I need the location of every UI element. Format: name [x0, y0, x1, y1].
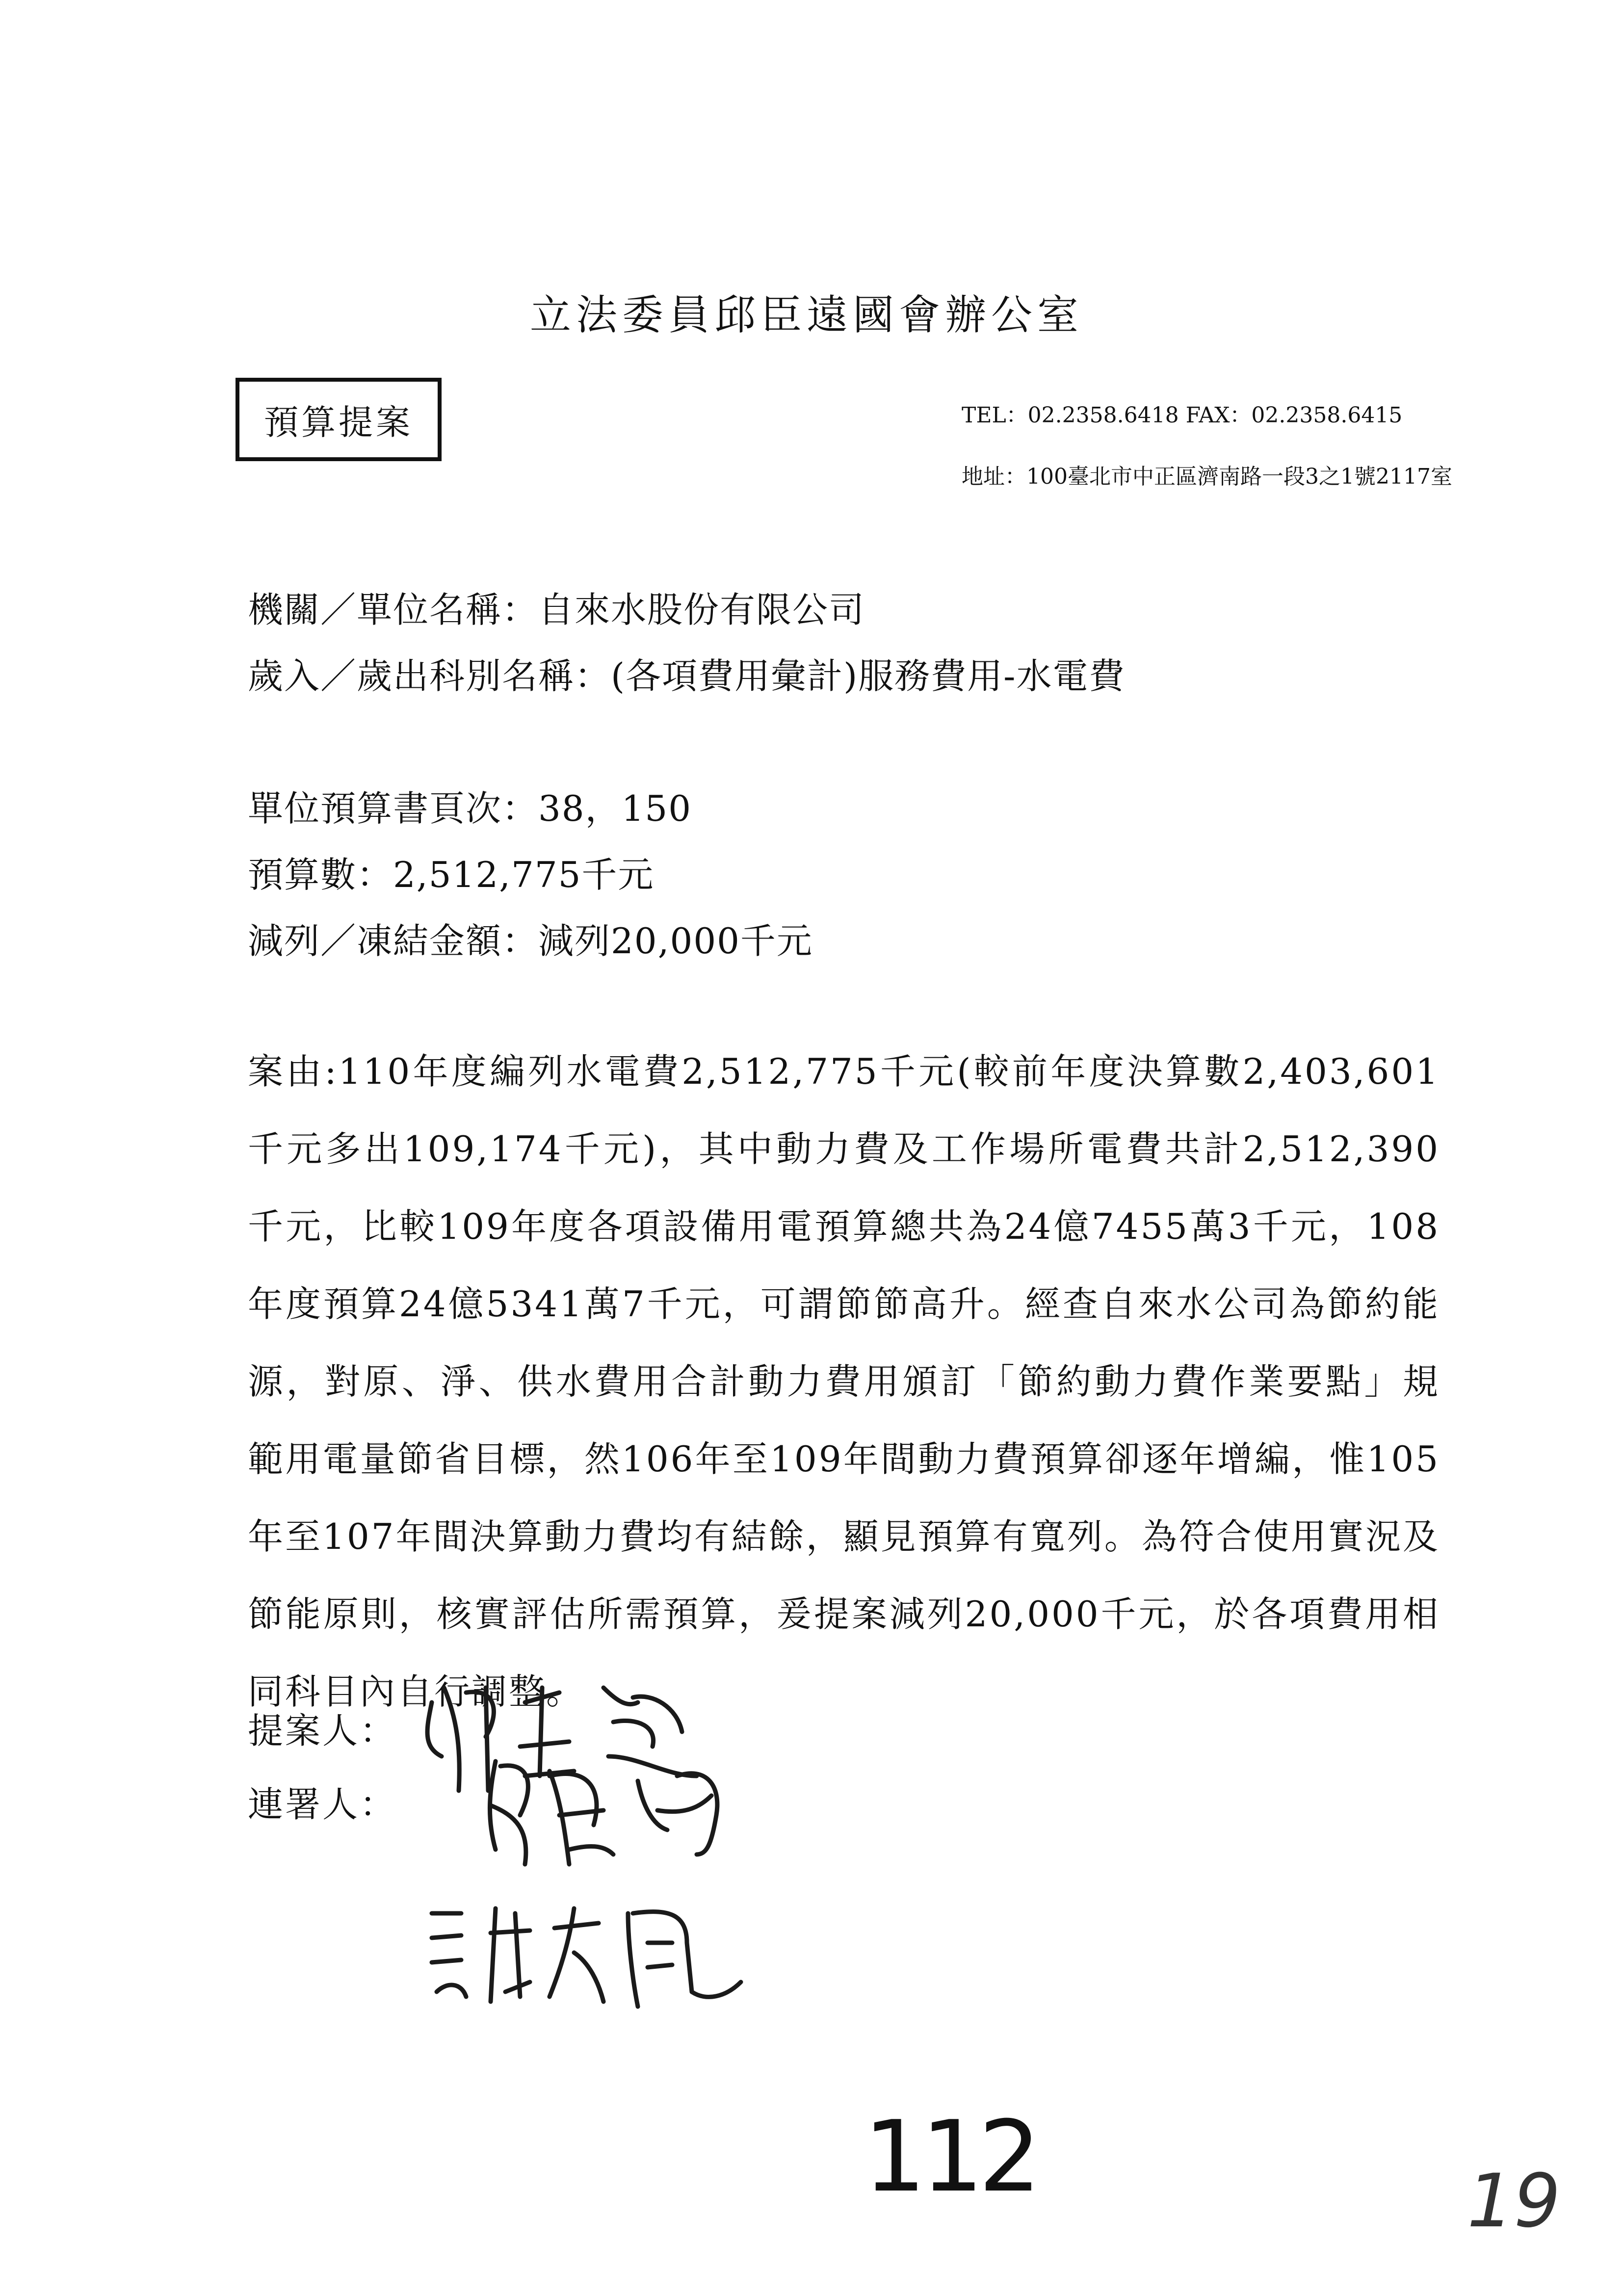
cosigner-signature-1	[490, 1761, 717, 1864]
page-number: 112	[864, 2100, 1036, 2214]
contact-info: TEL：02.2358.6418 FAX：02.2358.6415	[962, 403, 1403, 428]
budget-amount-field: 預算數：2,512,775千元	[248, 854, 655, 895]
sheet-number: 19	[1467, 2159, 1561, 2244]
cosigner-signature-2	[432, 1908, 741, 2007]
office-title: 立法委員邱臣遠國會辦公室	[530, 291, 1084, 339]
proposal-type-label: 預算提案	[264, 402, 413, 443]
office-address: 地址：100臺北市中正區濟南路一段3之1號2117室	[962, 464, 1452, 489]
proposal-reason: 案由:110年度編列水電費2,512,775千元(較前年度決算數2,403,601千元多出109,174千元)，其中動力費及工作場所電費共計2,512,390千元，比較109年度各項設備用電預算總共為24億7455萬3千元，108年度預算24億5341萬7千元，可謂節節高升。經查自來水公司為節約能源，對原、淨、供水費用合計動力費用頒訂「節約動力費作業要點」規範用電量節省目標，然106年至109年間動力費預算卻逐年增編，惟105年至107年間決算動力費均有結餘，顯見預算有寬列。為符合使用實況及節能原則，核實評估所需預算，爰提案減列20,000千元，於各項費用相同科目內自行調整。	[248, 1051, 1440, 1712]
subject-field: 歲入／歲出科別名稱：(各項費用彙計)服務費用-水電費	[248, 655, 1126, 697]
proposer-label: 提案人：	[248, 1710, 397, 1751]
agency-field: 機關／單位名稱：自來水股份有限公司	[248, 589, 865, 630]
cut-amount-field: 減列／凍結金額：減列20,000千元	[248, 920, 813, 962]
page-reference-field: 單位預算書頁次：38，150	[248, 788, 692, 829]
cosigner-label: 連署人：	[248, 1784, 397, 1825]
proposal-type-box	[236, 378, 442, 461]
